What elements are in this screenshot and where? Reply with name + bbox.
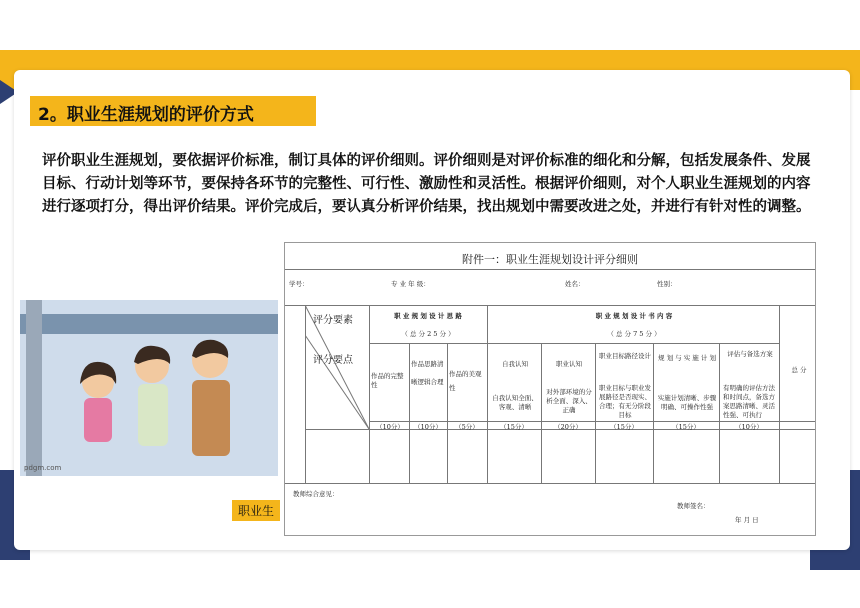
scoring-sheet (284, 242, 816, 536)
field-gender: 性别： (657, 280, 677, 288)
col-label-completeness: 作品的完整性 (371, 372, 404, 389)
col-label-goal: 职业目标路径设计 (599, 352, 651, 360)
group2-title: 职 业 规 划 设 计 书 内 容 (595, 312, 673, 320)
field-student-no: 学号： (289, 280, 309, 288)
col-desc-career: 对外部环境的分析全面、深入、正确 (546, 388, 592, 414)
slide-title: 2。职业生涯规划的评价方式 (38, 105, 254, 125)
field-name: 姓名： (565, 280, 585, 288)
col-desc-plan: 实施计划清晰、步骤明确、可操作性强 (657, 394, 717, 411)
col-points-0: （10分） (376, 423, 404, 431)
body-paragraph: 评价职业生涯规划，要依据评价标准，制订具体的评价细则。评价细则是对评价标准的细化和分解，包括发展条件、发展目标、行动计划等环节，要保持各环节的完整性、可行性、激励性和灵活性。根据评价细则，对个人职业生涯规划的内容进行逐项打分，得出评价结果。评价完成后，要认真分析评价结果，找出规划中需要改进之处，并进行有针对性的调整。 (42, 153, 811, 215)
caption-left: 职业生 (232, 500, 280, 521)
col-desc-goal: 职业目标与职业发展路径是否现实、合理；有无分阶段目标 (599, 384, 651, 419)
date-line: 年 月 日 (735, 516, 759, 524)
col-label-plan: 规 划 与 实 施 计 划 (658, 354, 716, 362)
watermark-text: pdgm.com (24, 464, 62, 472)
row-label-points: 评分要点 (313, 355, 353, 366)
field-major: 专 业 年 级： (391, 280, 430, 288)
col-label-self: 自我认知 (502, 360, 528, 368)
col-points-6: （15分） (672, 423, 700, 431)
col-points-5: （15分） (610, 423, 638, 431)
col-label-eval: 评估与备选方案 (727, 350, 773, 358)
col-desc-eval: 有明确的评估方法和时间点，备选方案思路清晰、灵活性强、可执行 (723, 384, 775, 419)
group2-score: （ 总 分 7 5 分 ） (607, 330, 661, 338)
col-points-7: （10分） (735, 423, 763, 431)
col-points-4: （20分） (554, 423, 582, 431)
col-label-logic: 作品思路清晰逻辑合理 (411, 360, 444, 386)
cartoon-people-image (20, 300, 278, 476)
group1-title: 职 业 规 划 设 计 思 路 (394, 312, 462, 320)
teacher-sign-label: 教师签名： (677, 502, 710, 510)
col-points-3: （15分） (500, 423, 528, 431)
col-desc-self: 自我认知全面、客观、清晰 (492, 394, 538, 411)
col-points-1: （10分） (414, 423, 442, 431)
row-label-elements: 评分要素 (313, 315, 353, 326)
col-points-2: （5分） (455, 423, 479, 431)
col-label-aesthetics: 作品的美观性 (449, 370, 482, 392)
total-label: 总 分 (791, 366, 807, 374)
group1-score: （ 总 分 2 5 分 ） (401, 330, 455, 338)
cartoon-illustration (20, 300, 278, 476)
col-label-career: 职业认知 (556, 360, 582, 368)
teacher-comment-label: 教师综合意见： (293, 490, 339, 498)
sheet-heading: 附件一：职业生涯规划设计评分细则 (462, 253, 638, 266)
